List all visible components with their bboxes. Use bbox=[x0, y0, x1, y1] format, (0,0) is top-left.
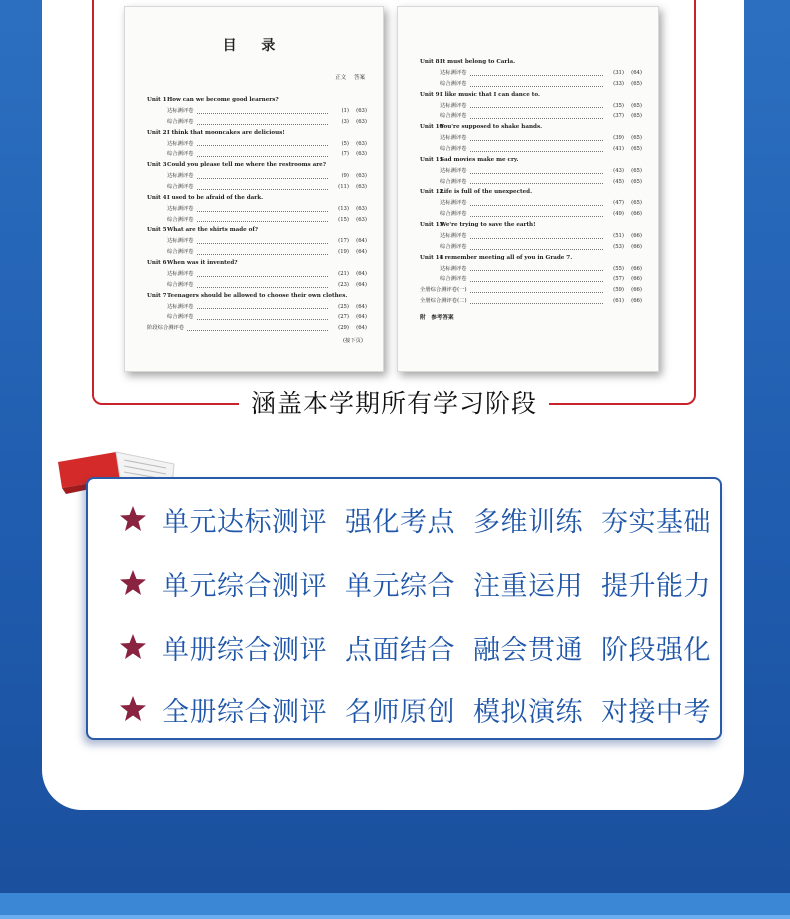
toc-entry-answer-page: (63) bbox=[356, 183, 367, 190]
toc-entry bbox=[420, 209, 642, 220]
toc-entry-answer-page: (64) bbox=[356, 238, 367, 245]
toc-leader-dots bbox=[470, 144, 604, 152]
star-icon bbox=[118, 504, 148, 534]
toc-unit-number: Unit 6 bbox=[147, 259, 167, 266]
toc-unit-title: I like music that I can dance to. bbox=[440, 91, 540, 98]
star-icon bbox=[118, 694, 148, 724]
toc-entry bbox=[420, 101, 642, 112]
toc-entry-page: (13) bbox=[338, 205, 349, 212]
toc-leader-dots bbox=[197, 182, 329, 190]
toc-unit-number: Unit 14 bbox=[420, 254, 444, 261]
feature-phrase: 融会贯通 bbox=[473, 634, 583, 666]
toc-unit-heading bbox=[420, 155, 642, 166]
toc-entry-answer-page: (66) bbox=[631, 265, 642, 272]
toc-entry-page: (7) bbox=[341, 151, 349, 158]
toc-column-header: 正文 答案 bbox=[335, 75, 365, 81]
toc-entry-answer-page: (65) bbox=[631, 200, 642, 207]
toc-unit-number: Unit 3 bbox=[147, 162, 167, 169]
toc-entry-label: 综合测评卷 bbox=[440, 80, 467, 87]
toc-leader-dots bbox=[197, 280, 329, 288]
toc-unit-title: Sad movies make me cry. bbox=[440, 156, 519, 163]
toc-entry-answer-page: (64) bbox=[631, 70, 642, 76]
toc-entry-page: (55) bbox=[613, 265, 624, 272]
toc-unit-title: How can we become good learners? bbox=[167, 97, 279, 103]
toc-entry-label: 达标测评卷 bbox=[167, 238, 194, 245]
toc-entry-answer-page: (64) bbox=[356, 314, 367, 321]
feature-phrase: 单元综合 bbox=[345, 570, 455, 602]
toc-unit-title: We're trying to save the earth! bbox=[440, 221, 536, 228]
toc-leader-dots bbox=[470, 264, 604, 272]
toc-unit-number: Unit 9 bbox=[420, 91, 440, 98]
toc-entry-page: (1) bbox=[341, 108, 349, 114]
star-icon bbox=[118, 632, 148, 662]
toc-entry bbox=[147, 280, 367, 291]
toc-unit-number: Unit 11 bbox=[420, 156, 444, 163]
toc-title: 目 录 bbox=[222, 38, 286, 54]
toc-appendix: 附 参考答案 bbox=[420, 314, 454, 321]
feature-phrase: 名师原创 bbox=[345, 696, 455, 728]
toc-entry-label: 全册综合测评卷(二) bbox=[420, 297, 467, 304]
toc-entry-label: 综合测评卷 bbox=[440, 178, 467, 185]
toc-unit-heading bbox=[147, 225, 367, 236]
toc-entry-label: 综合测评卷 bbox=[440, 211, 467, 218]
feature-phrase: 强化考点 bbox=[345, 506, 455, 538]
toc-leader-dots bbox=[197, 247, 329, 255]
toc-entry-page: (45) bbox=[613, 178, 624, 185]
toc-entry bbox=[420, 198, 642, 209]
toc-entry-page: (19) bbox=[338, 249, 349, 256]
toc-entry bbox=[147, 215, 367, 226]
feature-phrase: 对接中考 bbox=[601, 696, 711, 728]
toc-entry bbox=[147, 117, 367, 128]
toc-entry-answer-page: (64) bbox=[356, 281, 367, 288]
toc-entry-page: (37) bbox=[613, 113, 624, 120]
toc-entry-label: 达标测评卷 bbox=[440, 232, 467, 239]
toc-unit-heading bbox=[147, 291, 367, 302]
toc-unit-title: I remember meeting all of you in Grade 7. bbox=[440, 254, 573, 261]
toc-unit-number: Unit 4 bbox=[147, 194, 167, 201]
toc-unit-heading bbox=[147, 193, 367, 204]
toc-entry-label: 综合测评卷 bbox=[167, 118, 194, 125]
toc-entry-label: 达标测评卷 bbox=[167, 303, 194, 310]
toc-entry-page: (9) bbox=[341, 173, 349, 180]
toc-entry-page: (43) bbox=[613, 167, 624, 174]
toc-entry-answer-page: (66) bbox=[631, 287, 642, 294]
toc-leader-dots bbox=[470, 274, 604, 282]
feature-phrase: 夯实基础 bbox=[601, 506, 711, 538]
toc-entry bbox=[147, 106, 367, 117]
toc-unit-title: I think that mooncakes are delicious! bbox=[167, 129, 285, 136]
toc-entry bbox=[147, 323, 367, 334]
toc-leader-dots bbox=[470, 296, 603, 304]
toc-entry-page: (15) bbox=[338, 216, 349, 223]
toc-entry-answer-page: (63) bbox=[356, 216, 367, 223]
toc-leader-dots bbox=[470, 111, 604, 119]
toc-unit-number: Unit 2 bbox=[147, 129, 167, 136]
toc-leader-dots bbox=[470, 177, 604, 185]
toc-leader-dots bbox=[197, 171, 329, 179]
feature-row bbox=[118, 499, 729, 539]
toc-entry-label: 综合测评卷 bbox=[440, 145, 467, 152]
toc-entry-label: 综合测评卷 bbox=[167, 249, 194, 256]
toc-entry-label: 达标测评卷 bbox=[440, 265, 467, 272]
toc-unit-number: Unit 13 bbox=[420, 221, 444, 228]
toc-unit-heading bbox=[420, 220, 642, 231]
toc-entry-label: 达标测评卷 bbox=[440, 135, 467, 142]
toc-unit-heading bbox=[420, 90, 642, 101]
toc-entry bbox=[147, 247, 367, 258]
toc-entry-page: (39) bbox=[613, 135, 624, 142]
toc-entry-answer-page: (65) bbox=[631, 102, 642, 109]
toc-entry-page: (41) bbox=[613, 145, 624, 152]
toc-unit-heading bbox=[147, 160, 367, 171]
toc-entry-label: 阶段综合测评卷 bbox=[147, 325, 185, 332]
toc-entry-page: (51) bbox=[613, 232, 624, 239]
toc-entry-label: 达标测评卷 bbox=[167, 140, 194, 147]
caption: 涵盖本学期所有学习阶段 bbox=[239, 386, 549, 422]
bottom-line bbox=[0, 915, 790, 919]
toc-leader-dots bbox=[197, 139, 329, 147]
feature-phrase: 多维训练 bbox=[473, 506, 583, 538]
toc-entry-label: 达标测评卷 bbox=[440, 167, 467, 174]
toc-entry-page: (33) bbox=[613, 80, 624, 87]
toc-entry-label: 达标测评卷 bbox=[167, 270, 194, 277]
toc-entry bbox=[420, 177, 642, 188]
toc-entry-label: 综合测评卷 bbox=[167, 216, 194, 223]
toc-leader-dots bbox=[470, 68, 604, 76]
toc-entry-label: 综合测评卷 bbox=[167, 151, 194, 158]
toc-entry-label: 综合测评卷 bbox=[167, 314, 194, 321]
toc-entry-page: (57) bbox=[613, 276, 624, 283]
toc-leader-dots bbox=[197, 106, 329, 114]
toc-entry-page: (49) bbox=[613, 211, 624, 218]
toc-page-right bbox=[397, 6, 659, 372]
toc-entry-page: (31) bbox=[613, 70, 624, 76]
toc-entry-label: 综合测评卷 bbox=[440, 276, 467, 283]
toc-entry bbox=[147, 312, 367, 323]
toc-entry-label: 综合测评卷 bbox=[440, 113, 467, 120]
toc-entry-page: (47) bbox=[613, 200, 624, 207]
toc-unit-heading bbox=[147, 128, 367, 139]
toc-leader-dots bbox=[197, 149, 329, 157]
feature-phrase: 全册综合测评 bbox=[162, 696, 327, 728]
toc-entry-page: (5) bbox=[341, 140, 349, 147]
toc-entry-answer-page: (65) bbox=[631, 80, 642, 87]
toc-entry-answer-page: (66) bbox=[631, 276, 642, 283]
feature-phrase: 模拟演练 bbox=[473, 696, 583, 728]
toc-leader-dots bbox=[470, 242, 604, 250]
toc-continued-note: (接下页) bbox=[342, 337, 363, 344]
toc-leader-dots bbox=[470, 231, 604, 239]
feature-phrase: 单册综合测评 bbox=[162, 634, 327, 666]
toc-entry bbox=[420, 285, 642, 296]
toc-leader-dots bbox=[470, 133, 604, 141]
toc-entry bbox=[420, 296, 642, 307]
toc-entry-label: 综合测评卷 bbox=[167, 183, 194, 190]
feature-row bbox=[118, 563, 729, 603]
toc-entry-answer-page: (65) bbox=[631, 113, 642, 120]
toc-entry-answer-page: (65) bbox=[631, 178, 642, 185]
feature-phrase: 单元达标测评 bbox=[162, 506, 327, 538]
toc-entry-answer-page: (66) bbox=[631, 243, 642, 250]
toc-entry-label: 综合测评卷 bbox=[167, 281, 194, 288]
toc-unit-heading bbox=[420, 187, 642, 198]
feature-phrase: 阶段强化 bbox=[601, 634, 711, 666]
feature-row bbox=[118, 627, 729, 667]
toc-unit-heading bbox=[420, 253, 642, 264]
toc-unit-title: Teenagers should be allowed to choose their own clothes. bbox=[167, 292, 348, 299]
toc-unit-heading bbox=[420, 57, 642, 68]
toc-entry-label: 综合测评卷 bbox=[440, 243, 467, 250]
toc-entry-answer-page: (64) bbox=[356, 249, 367, 256]
toc-leader-dots bbox=[470, 285, 603, 293]
toc-entry-page: (11) bbox=[338, 183, 349, 190]
toc-unit-number: Unit 10 bbox=[420, 124, 444, 131]
toc-leader-dots bbox=[197, 269, 329, 277]
toc-unit-heading bbox=[147, 95, 367, 106]
toc-entry bbox=[420, 242, 642, 253]
toc-entry bbox=[147, 236, 367, 247]
toc-entry-page: (23) bbox=[338, 281, 349, 288]
toc-entry bbox=[420, 274, 642, 285]
toc-unit-heading bbox=[147, 258, 367, 269]
toc-entry bbox=[147, 182, 367, 193]
toc-entry bbox=[147, 204, 367, 215]
toc-entry bbox=[420, 144, 642, 155]
toc-leader-dots bbox=[470, 79, 604, 87]
toc-unit-title: I used to be afraid of the dark. bbox=[167, 194, 264, 201]
toc-entry-label: 全册综合测评卷(一) bbox=[420, 287, 467, 294]
toc-entry-page: (21) bbox=[338, 270, 349, 277]
toc-entry-label: 达标测评卷 bbox=[440, 200, 467, 207]
toc-unit-number: Unit 1 bbox=[147, 97, 167, 103]
toc-entry-answer-page: (63) bbox=[356, 140, 367, 147]
toc-entry bbox=[420, 231, 642, 242]
toc-entry-answer-page: (63) bbox=[356, 151, 367, 158]
caption-wrap bbox=[92, 386, 696, 422]
toc-leader-dots bbox=[187, 323, 328, 331]
toc-unit-number: Unit 12 bbox=[420, 189, 444, 196]
toc-entry-answer-page: (66) bbox=[631, 297, 642, 304]
toc-entry-label: 达标测评卷 bbox=[167, 205, 194, 212]
toc-entry-answer-page: (64) bbox=[356, 325, 367, 332]
toc-entry-label: 达标测评卷 bbox=[440, 102, 467, 109]
toc-entry bbox=[147, 302, 367, 313]
toc-list-right bbox=[420, 57, 642, 324]
toc-entry-answer-page: (63) bbox=[356, 108, 367, 114]
toc-leader-dots bbox=[197, 302, 329, 310]
toc-leader-dots bbox=[470, 166, 604, 174]
toc-entry-answer-page: (63) bbox=[356, 205, 367, 212]
toc-leader-dots bbox=[197, 117, 329, 125]
toc-list-left bbox=[147, 95, 367, 344]
toc-entry-page: (59) bbox=[613, 287, 624, 294]
toc-entry bbox=[420, 111, 642, 122]
toc-entry-page: (53) bbox=[613, 243, 624, 250]
toc-unit-title: You're supposed to shake hands. bbox=[440, 124, 543, 131]
toc-leader-dots bbox=[197, 215, 329, 223]
toc-entry-answer-page: (63) bbox=[356, 118, 367, 125]
toc-leader-dots bbox=[470, 209, 604, 217]
toc-unit-title: Life is full of the unexpected. bbox=[440, 189, 533, 196]
toc-leader-dots bbox=[197, 204, 329, 212]
toc-entry bbox=[420, 79, 642, 90]
toc-entry-answer-page: (65) bbox=[631, 135, 642, 142]
toc-unit-title: What are the shirts made of? bbox=[167, 227, 259, 234]
toc-leader-dots bbox=[197, 312, 329, 320]
toc-entry-answer-page: (65) bbox=[631, 145, 642, 152]
toc-unit-number: Unit 8 bbox=[420, 59, 440, 65]
feature-row bbox=[118, 689, 729, 729]
feature-phrase: 单元综合测评 bbox=[162, 570, 327, 602]
toc-entry-page: (25) bbox=[338, 303, 349, 310]
toc-entry-page: (35) bbox=[613, 102, 624, 109]
toc-entry-answer-page: (66) bbox=[631, 232, 642, 239]
toc-entry-label: 达标测评卷 bbox=[167, 173, 194, 180]
toc-entry-page: (29) bbox=[338, 325, 349, 332]
toc-page-left bbox=[124, 6, 384, 372]
toc-unit-number: Unit 7 bbox=[147, 292, 167, 299]
toc-entry bbox=[147, 149, 367, 160]
toc-entry-page: (17) bbox=[338, 238, 349, 245]
toc-entry bbox=[420, 133, 642, 144]
features-panel bbox=[86, 477, 722, 740]
toc-entry-page: (61) bbox=[613, 297, 624, 304]
toc-entry-label: 达标测评卷 bbox=[167, 108, 194, 114]
toc-entry bbox=[420, 68, 642, 79]
toc-unit-title: When was it invented? bbox=[167, 259, 238, 266]
toc-entry-answer-page: (66) bbox=[631, 211, 642, 218]
feature-phrase: 提升能力 bbox=[601, 570, 711, 602]
toc-unit-title: It must belong to Carla. bbox=[440, 59, 516, 65]
feature-phrase: 点面结合 bbox=[345, 634, 455, 666]
toc-entry-page: (27) bbox=[338, 314, 349, 321]
toc-leader-dots bbox=[470, 198, 604, 206]
toc-entry bbox=[420, 264, 642, 275]
toc-entry-page: (3) bbox=[341, 118, 349, 125]
toc-entry-answer-page: (63) bbox=[356, 173, 367, 180]
toc-entry bbox=[147, 139, 367, 150]
toc-unit-title: Could you please tell me where the restrooms are? bbox=[167, 162, 326, 169]
star-icon bbox=[118, 568, 148, 598]
toc-entry-label: 达标测评卷 bbox=[440, 70, 467, 76]
toc-leader-dots bbox=[197, 236, 329, 244]
toc-unit-number: Unit 5 bbox=[147, 227, 167, 234]
toc-entry-answer-page: (64) bbox=[356, 303, 367, 310]
toc-entry bbox=[147, 171, 367, 182]
feature-phrase: 注重运用 bbox=[473, 570, 583, 602]
toc-entry bbox=[147, 269, 367, 280]
toc-leader-dots bbox=[470, 101, 604, 109]
toc-unit-heading bbox=[420, 122, 642, 133]
toc-entry bbox=[420, 166, 642, 177]
toc-entry-answer-page: (64) bbox=[356, 270, 367, 277]
toc-entry-answer-page: (65) bbox=[631, 167, 642, 174]
